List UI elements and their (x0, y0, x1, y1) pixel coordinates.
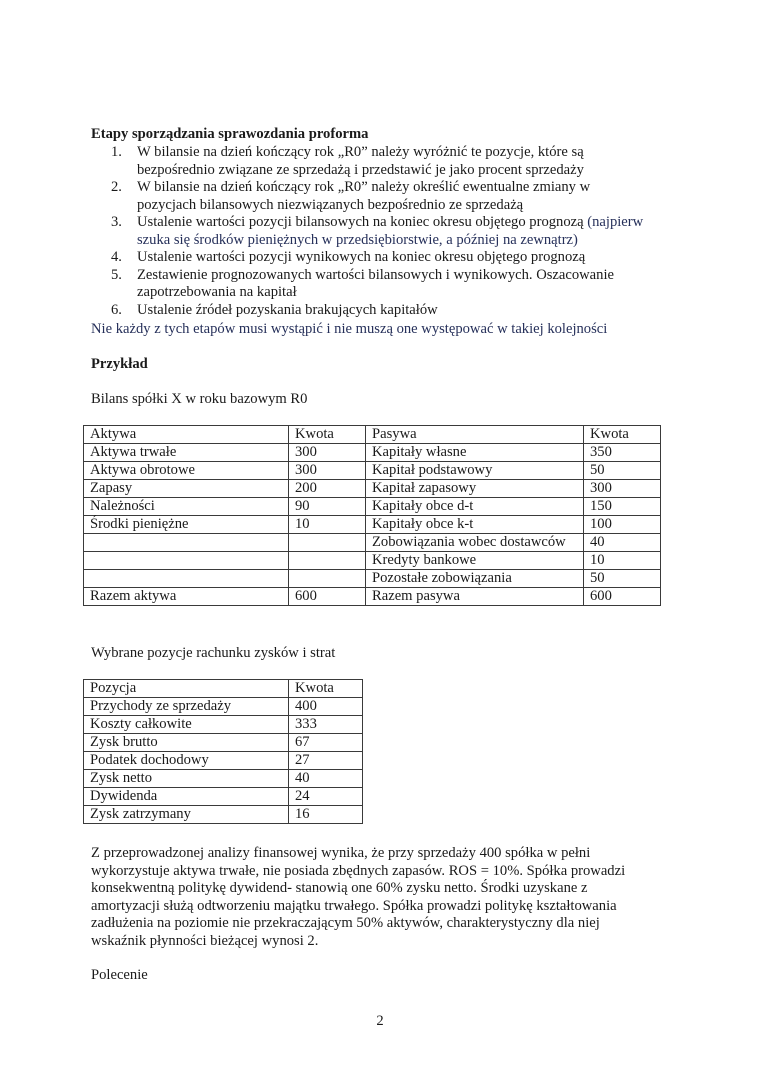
table-cell: 24 (289, 788, 363, 806)
paragraph-line: zadłużenia na poziomie nie przekraczającym 50% aktywów, charakterystyczny dla niej (91, 915, 600, 931)
table-row (84, 698, 363, 716)
table-cell: Aktywa obrotowe (84, 462, 289, 480)
table-row (84, 788, 363, 806)
table-total-row (84, 588, 661, 606)
table-cell: Razem aktywa (84, 588, 289, 606)
table-cell: Kapitały obce k-t (366, 516, 584, 534)
step-number: 3. (111, 214, 122, 230)
table-cell: 400 (289, 698, 363, 716)
paragraph-line: wskaźnik płynności bieżącej wynosi 2. (91, 932, 319, 949)
step-text-line: W bilansie na dzień kończący rok „R0” należy wyróżnić te pozycje, które są (137, 144, 584, 160)
table-cell: 50 (584, 570, 661, 588)
table-cell: Zysk zatrzymany (84, 806, 289, 824)
section-title: Etapy sporządzania sprawozdania proforma (91, 126, 369, 142)
balance-table (83, 425, 661, 606)
paragraph-line: wykorzystuje aktywa trwałe, nie posiada zbędnych zapasów. ROS = 10%. Spółka prowadzi (91, 862, 626, 879)
header-cell: Kwota (289, 680, 363, 698)
table-cell: 300 (584, 480, 661, 498)
header-cell: Kwota (289, 426, 366, 444)
table-cell: Zobowiązania wobec dostawców (366, 534, 584, 552)
header-cell: Aktywa (84, 426, 289, 444)
balance-caption: Bilans spółki X w roku bazowym R0 (91, 391, 308, 407)
table-cell: 40 (584, 534, 661, 552)
table-cell: 67 (289, 734, 363, 752)
analysis-paragraph (91, 845, 681, 950)
header-cell: Kwota (584, 426, 661, 444)
step-item-4 (91, 249, 681, 267)
table-cell: 350 (584, 444, 661, 462)
step-item-3 (91, 214, 681, 249)
table-cell: Aktywa trwałe (84, 444, 289, 462)
table-cell: Razem pasywa (366, 588, 584, 606)
table-cell: Kapitały własne (366, 444, 584, 462)
table-cell: Przychody ze sprzedaży (84, 698, 289, 716)
table-row (84, 552, 661, 570)
table-cell: 90 (289, 498, 366, 516)
table-row (84, 734, 363, 752)
example-title: Przykład (91, 356, 148, 372)
table-header-row (84, 680, 363, 698)
step-text-line: W bilansie na dzień kończący rok „R0” należy określić ewentualne zmiany w (137, 179, 591, 195)
step-item-5 (91, 267, 681, 302)
table-cell (289, 534, 366, 552)
steps-list (91, 144, 681, 319)
table-row (84, 498, 661, 516)
table-cell: 40 (289, 770, 363, 788)
table-cell: 600 (289, 588, 366, 606)
header-cell: Pozycja (84, 680, 289, 698)
table-cell (84, 552, 289, 570)
table-row (84, 716, 363, 734)
step-item-2 (91, 179, 681, 214)
step-text: Ustalenie wartości pozycji bilansowych na koniec okresu objętego prognozą (137, 214, 588, 230)
step-text-line: Ustalenie źródeł pozyskania brakujących kapitałów (137, 301, 438, 318)
paragraph-line: amortyzacji służą odtworzeniu majątku trwałego. Spółka prowadzi politykę kształtowania (91, 897, 617, 914)
table-row (84, 480, 661, 498)
step-text-line: Ustalenie wartości pozycji wynikowych na koniec okresu objętego prognozą (137, 249, 586, 265)
page-number: 2 (376, 1013, 384, 1029)
step-note-continued: szuka się środków pieniężnych w przedsiębiorstwie, a później na zewnątrz) (137, 231, 578, 248)
table-cell: Kredyty bankowe (366, 552, 584, 570)
step-item-6 (91, 302, 681, 320)
table-cell: Zapasy (84, 480, 289, 498)
step-number: 2. (111, 179, 122, 195)
table-cell: 150 (584, 498, 661, 516)
table-cell: 27 (289, 752, 363, 770)
table-cell: Koszty całkowite (84, 716, 289, 734)
table-cell: 10 (289, 516, 366, 534)
table-cell (84, 534, 289, 552)
table-row (84, 806, 363, 824)
table-cell: 600 (584, 588, 661, 606)
table-cell: 50 (584, 462, 661, 480)
table-cell: 300 (289, 462, 366, 480)
table-cell: Należności (84, 498, 289, 516)
table-row (84, 570, 661, 588)
step-number: 4. (111, 249, 122, 265)
table-cell: Zysk netto (84, 770, 289, 788)
table-cell: 300 (289, 444, 366, 462)
table-header-row (84, 426, 661, 444)
table-row (84, 752, 363, 770)
table-row (84, 516, 661, 534)
step-number: 6. (111, 301, 122, 318)
table-cell: Kapitały obce d-t (366, 498, 584, 516)
pl-table (83, 679, 363, 824)
pl-caption: Wybrane pozycje rachunku zysków i strat (91, 645, 336, 661)
step-text-line: Zestawienie prognozowanych wartości bilansowych i wynikowych. Oszacowanie (137, 266, 614, 283)
table-cell: Dywidenda (84, 788, 289, 806)
step-note: (najpierw (587, 214, 644, 230)
table-row (84, 534, 661, 552)
step-number: 5. (111, 266, 122, 283)
table-cell: Kapitał zapasowy (366, 480, 584, 498)
paragraph-line: konsekwentną politykę dywidend- stanowią one 60% zysku netto. Środki uzyskane z (91, 880, 588, 896)
table-cell (289, 552, 366, 570)
table-cell: 200 (289, 480, 366, 498)
table-cell: Pozostałe zobowiązania (366, 570, 584, 588)
table-cell: 100 (584, 516, 661, 534)
table-cell: 333 (289, 716, 363, 734)
step-text-line: pozycjach bilansowych niezwiązanych bezpośrednio ze sprzedażą (137, 196, 524, 213)
steps-note: Nie każdy z tych etapów musi wystąpić i nie muszą one występować w takiej kolejności (91, 321, 608, 337)
table-row (84, 462, 661, 480)
step-text-line: bezpośrednio związane ze sprzedażą i przedstawić je jako procent sprzedaży (137, 161, 584, 178)
table-cell (289, 570, 366, 588)
table-cell: Podatek dochodowy (84, 752, 289, 770)
task-label: Polecenie (91, 967, 148, 983)
table-row (84, 770, 363, 788)
table-cell: Zysk brutto (84, 734, 289, 752)
step-item-1 (91, 144, 681, 179)
table-row (84, 444, 661, 462)
step-text-line: zapotrzebowania na kapitał (137, 284, 297, 300)
step-number: 1. (111, 144, 122, 160)
table-cell: 16 (289, 806, 363, 824)
table-cell: 10 (584, 552, 661, 570)
paragraph-line: Z przeprowadzonej analizy finansowej wynika, że przy sprzedaży 400 spółka w pełni (91, 845, 591, 861)
table-cell: Kapitał podstawowy (366, 462, 584, 480)
table-cell (84, 570, 289, 588)
header-cell: Pasywa (366, 426, 584, 444)
table-cell: Środki pieniężne (84, 516, 289, 534)
